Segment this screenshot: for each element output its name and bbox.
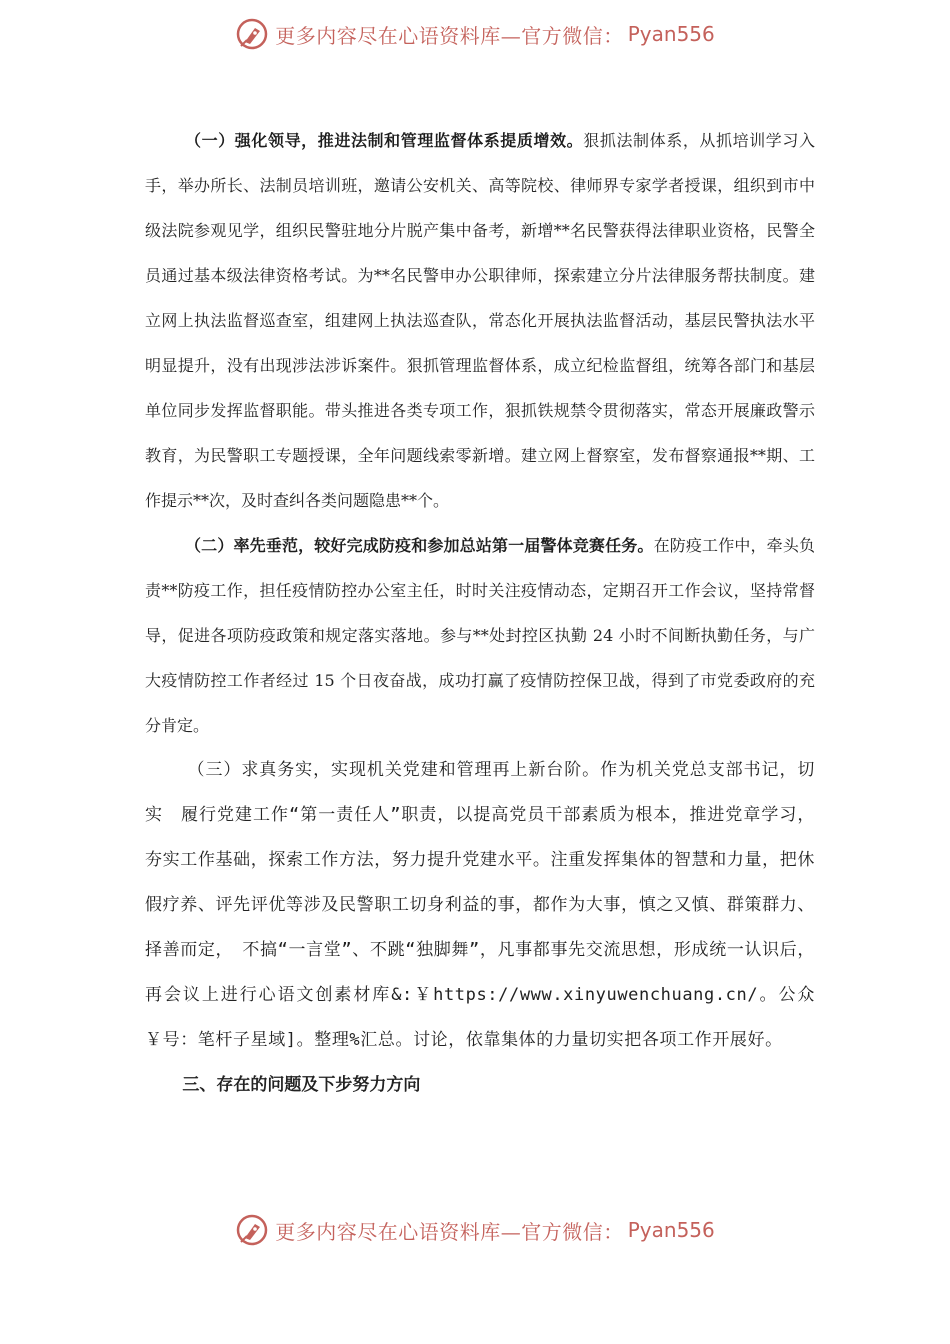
pen-nib-icon [235,1213,269,1247]
paragraph-3 [145,748,815,1063]
paragraph-2-text: 在防疫工作中，牵头负责**防疫工作，担任疫情防控办公室主任，时时关注疫情动态，定期召开工作会议，坚持常督导，促进各项防疫政策和规定落实落地。参与**处封控区执勤 24 小时不间断执勤任务，与广大疫情防控工作者经过 15 个日夜奋战，成功打赢了疫情防控保卫战，得到了市党委政府的充分肯定。 [145,536,815,735]
banner-text: 更多内容尽在心语资料库—官方微信： [275,23,624,48]
wechat-handle: Pyan556 [627,1218,715,1242]
paragraph-2-heading: （二）率先垂范，较好完成防疫和参加总站第一届警体竞赛任务。 [185,536,654,555]
pen-nib-icon [235,17,269,51]
paragraph-1-text: 狠抓法制体系，从抓培训学习入手，举办所长、法制员培训班，邀请公安机关、高等院校、律师界专家学者授课，组织到市中级法院参观见学，组织民警驻地分片脱产集中备考，新增**名民警获得法律职业资格，民警全员通过基本级法律资格考试。为**名民警申办公职律师，探索建立分片法律服务帮扶制度。建立网上执法监督巡查室，组建网上执法巡查队，常态化开展执法监督活动，基层民警执法水平明显提升，没有出现涉法涉诉案件。狠抓管理监督体系，成立纪检监督组，统筹各部门和基层单位同步发挥监督职能。带头推进各类专项工作，狠抓铁规禁令贯彻落实，常态开展廉政警示教育，为民警职工专题授课，全年问题线索零新增。建立网上督察室，发布督察通报**期、工作提示**次，及时查纠各类问题隐患**个。 [145,131,815,510]
paragraph-3-text: （三）求真务实，实现机关党建和管理再上新台阶。作为机关党总支部书记，切实 履行党建工作“第一责任人”职责，以提高党员干部素质为根本，推进党章学习，夯实工作基础，探索工作方法，努力提升党建水平。注重发挥集体的智慧和力量，把休假疗养、评先评优等涉及民警职工切身利益的事，都作为大事，慎之又慎、群策群力、择善而定， 不搞“一言堂”、不跳“独脚舞”，凡事都事先交流思想，形成统一认识后，再会议上进行心语文创素材库&:￥https://www.xinyuwenchuang.cn/。公众￥号：笔杆子星域]。整理%汇总。讨论，依靠集体的力量切实把各项工作开展好。 [145,760,815,1050]
section-heading: 三、存在的问题及下步努力方向 [182,1075,421,1095]
wechat-handle: Pyan556 [627,22,715,46]
paragraph-1-heading: （一）强化领导，推进法制和管理监督体系提质增效。 [185,131,584,150]
banner-text: 更多内容尽在心语资料库—官方微信： [275,1219,624,1244]
paragraph-2 [145,523,815,748]
paragraph-1 [145,118,815,523]
header-banner [0,14,950,54]
footer-banner [0,1210,950,1250]
document-body [145,118,815,1108]
